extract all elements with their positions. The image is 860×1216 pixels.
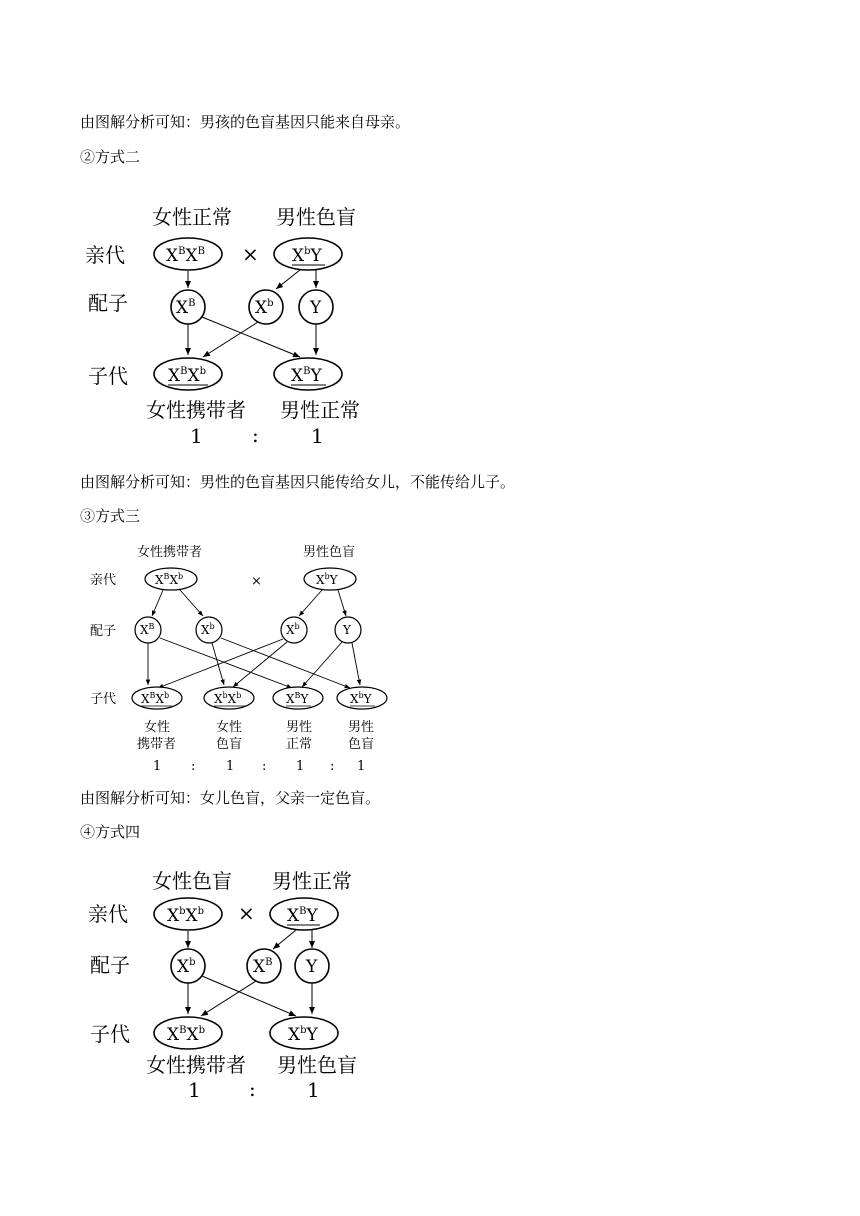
gamete-Xb-mother-text: $X^b$: [201, 622, 215, 637]
mother-genotype: $X^BX^b$: [155, 572, 184, 587]
offspring-label: 子代: [90, 692, 117, 707]
ratio-colon: :: [249, 1077, 256, 1101]
ratio-colon-1: :: [191, 759, 196, 774]
offspring-1-label: 女性携带者: [146, 1053, 246, 1077]
parent-label: 亲代: [90, 573, 117, 588]
offspring-2-label: 男性色盲: [277, 1053, 357, 1077]
conclusion-3: 由图解分析可知：女儿色盲，父亲一定色盲。: [80, 789, 381, 807]
gamete-Xb-text: $X^b$: [255, 298, 274, 318]
offspring-2-genotype: $X^bX^b$: [214, 691, 242, 706]
father-genotype: $X^bY$: [316, 572, 338, 587]
offspring-1-label-b: 携带者: [137, 737, 177, 752]
mode-3-heading: ③方式三: [80, 507, 141, 525]
offspring-2-genotype: $X^bY$: [288, 1025, 318, 1045]
ratio-colon-2: :: [262, 759, 267, 774]
offspring-1-genotype: $X^BX^b$: [167, 1025, 205, 1045]
gamete-Y-text: Y: [310, 298, 322, 318]
offspring-3-label-b: 正常: [286, 737, 313, 752]
ratio-1: 1: [188, 1078, 201, 1102]
father-title: 男性色盲: [276, 205, 356, 229]
mother-title: 女性正常: [152, 205, 232, 229]
offspring-label: 子代: [88, 364, 128, 388]
gamete-XB-text: $X^B$: [140, 622, 155, 637]
offspring-2-label-a: 女性: [216, 720, 243, 735]
father-title: 男性色盲: [303, 545, 356, 560]
gamete-Xb-father-text: $X^b$: [286, 622, 300, 637]
offspring-1-genotype: $X^BX^b$: [168, 366, 206, 386]
gamete-Y-text: Y: [306, 957, 318, 977]
offspring-4-label-b: 色盲: [348, 737, 375, 752]
offspring-3-label-a: 男性: [286, 720, 313, 735]
ratio-2: 1: [311, 424, 324, 448]
offspring-2-label: 男性正常: [280, 398, 360, 422]
offspring-3-genotype: $X^BY$: [286, 691, 309, 706]
mother-genotype: $X^BX^B$: [166, 246, 205, 266]
offspring-2-genotype: $X^BY$: [291, 366, 322, 386]
father-title: 男性正常: [272, 869, 352, 893]
gamete-XB-text: $X^B$: [176, 298, 196, 318]
conclusion-1: 由图解分析可知：男孩的色盲基因只能来自母亲。: [80, 113, 411, 131]
ratio-1: 1: [190, 424, 203, 448]
conclusion-2: 由图解分析可知：男性的色盲基因只能传给女儿，不能传给儿子。: [80, 473, 516, 491]
ratio-2: 1: [226, 759, 235, 774]
offspring-1-genotype: $X^BX^b$: [141, 691, 170, 706]
cross-symbol: ×: [251, 574, 262, 589]
gamete-Xb-text: $X^b$: [177, 957, 196, 977]
mother-title: 女性携带者: [137, 545, 203, 560]
mother-title: 女性色盲: [152, 869, 232, 893]
ratio-2: 1: [307, 1078, 320, 1102]
diagram-mode-3: [0, 538, 860, 778]
offspring-2-label-b: 色盲: [216, 737, 243, 752]
gamete-label: 配子: [88, 291, 128, 315]
ratio-1: 1: [153, 759, 162, 774]
diagram-mode-4: [0, 866, 860, 1106]
offspring-1-label-a: 女性: [144, 720, 171, 735]
gamete-XB-text: $X^B$: [253, 957, 273, 977]
ratio-colon: :: [252, 423, 259, 447]
mother-genotype: $X^bX^b$: [167, 906, 205, 926]
parent-label: 亲代: [85, 243, 125, 267]
ratio-colon-3: :: [330, 759, 335, 774]
offspring-label: 子代: [90, 1022, 130, 1046]
cross-symbol: ×: [242, 242, 259, 266]
gamete-label: 配子: [90, 953, 130, 977]
father-genotype: $X^BY$: [287, 906, 318, 926]
ratio-3: 1: [296, 759, 305, 774]
offspring-1-label: 女性携带者: [146, 398, 246, 422]
father-genotype: $X^bY$: [292, 246, 322, 266]
mode-4-heading: ④方式四: [80, 823, 141, 841]
ratio-4: 1: [357, 759, 366, 774]
diagram-mode-2: [0, 195, 860, 465]
gamete-label: 配子: [90, 624, 117, 639]
gamete-Y-text: Y: [343, 623, 351, 637]
offspring-4-label-a: 男性: [348, 720, 375, 735]
cross-symbol: ×: [238, 901, 255, 925]
offspring-4-genotype: $X^bY$: [350, 691, 372, 706]
parent-label: 亲代: [88, 902, 128, 926]
mode-2-heading: ②方式二: [80, 148, 141, 166]
